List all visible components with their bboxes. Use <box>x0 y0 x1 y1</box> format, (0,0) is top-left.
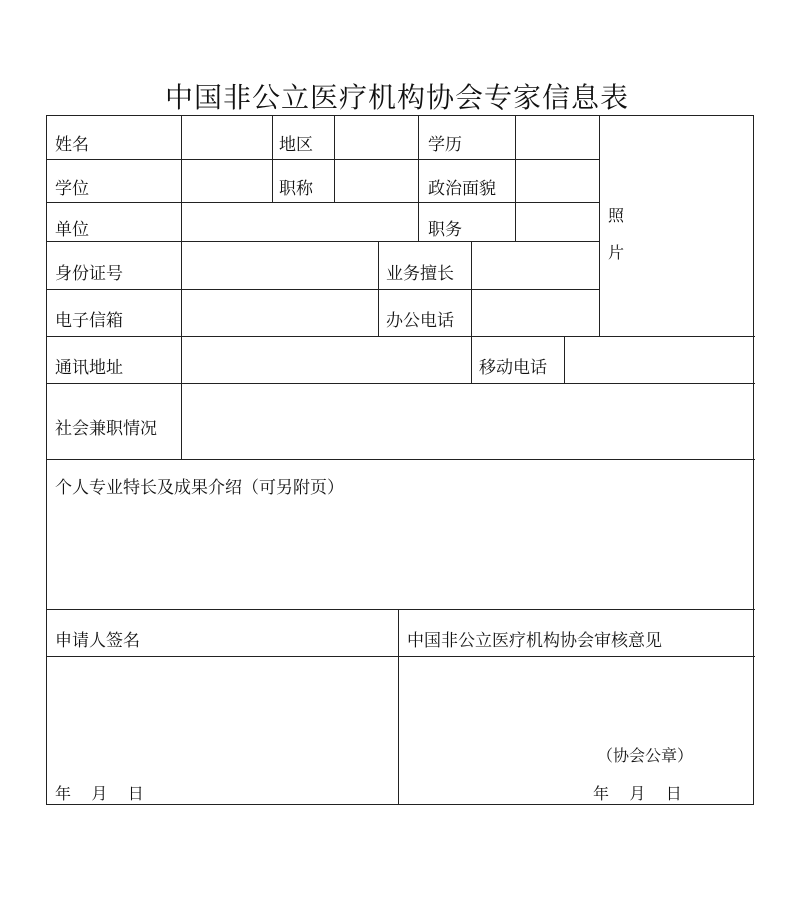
office-phone-field[interactable] <box>472 290 599 336</box>
address-field[interactable] <box>182 337 471 383</box>
achievements-label: 个人专业特长及成果介绍（可另附页） <box>55 478 344 498</box>
political-status-field[interactable] <box>516 160 599 202</box>
photo-label-bottom: 片 <box>608 243 625 262</box>
title-rank-field[interactable] <box>335 160 418 202</box>
photo-label-top: 照 <box>608 206 625 225</box>
mobile-label: 移动电话 <box>479 358 547 378</box>
association-review-label: 中国非公立医疗机构协会审核意见 <box>407 631 662 651</box>
review-area[interactable] <box>399 657 755 806</box>
achievements-field[interactable] <box>47 496 755 609</box>
mobile-field[interactable] <box>565 337 755 383</box>
association-seal: （协会公章） <box>597 746 694 765</box>
education-field[interactable] <box>516 116 599 159</box>
employer-label: 单位 <box>55 220 89 240</box>
applicant-date: 年 月 日 <box>55 784 144 803</box>
name-label: 姓名 <box>55 135 89 155</box>
degree-label: 学位 <box>55 179 89 199</box>
address-label: 通讯地址 <box>55 358 123 378</box>
id-number-label: 身份证号 <box>55 264 123 284</box>
education-label: 学历 <box>428 135 462 155</box>
employer-field[interactable] <box>182 203 418 241</box>
office-phone-label: 办公电话 <box>386 311 454 331</box>
expert-info-form <box>46 115 754 805</box>
expertise-field[interactable] <box>472 242 599 289</box>
part-time-jobs-field[interactable] <box>182 384 755 459</box>
position-label: 职务 <box>428 220 462 240</box>
applicant-signature-label: 申请人签名 <box>55 631 140 651</box>
expertise-label: 业务擅长 <box>386 264 454 284</box>
review-date: 年 月 日 <box>593 784 682 803</box>
id-number-field[interactable] <box>182 242 378 289</box>
degree-field[interactable] <box>182 160 272 202</box>
name-field[interactable] <box>182 116 272 159</box>
email-field[interactable] <box>182 290 378 336</box>
region-field[interactable] <box>335 116 418 159</box>
email-label: 电子信箱 <box>55 311 123 331</box>
form-title: 中国非公立医疗机构协会专家信息表 <box>164 81 629 114</box>
region-label: 地区 <box>279 135 313 155</box>
photo-box[interactable] <box>600 116 755 336</box>
title-rank-label: 职称 <box>279 179 313 199</box>
position-field[interactable] <box>516 203 599 241</box>
political-status-label: 政治面貌 <box>428 179 496 199</box>
part-time-jobs-label: 社会兼职情况 <box>55 419 157 439</box>
